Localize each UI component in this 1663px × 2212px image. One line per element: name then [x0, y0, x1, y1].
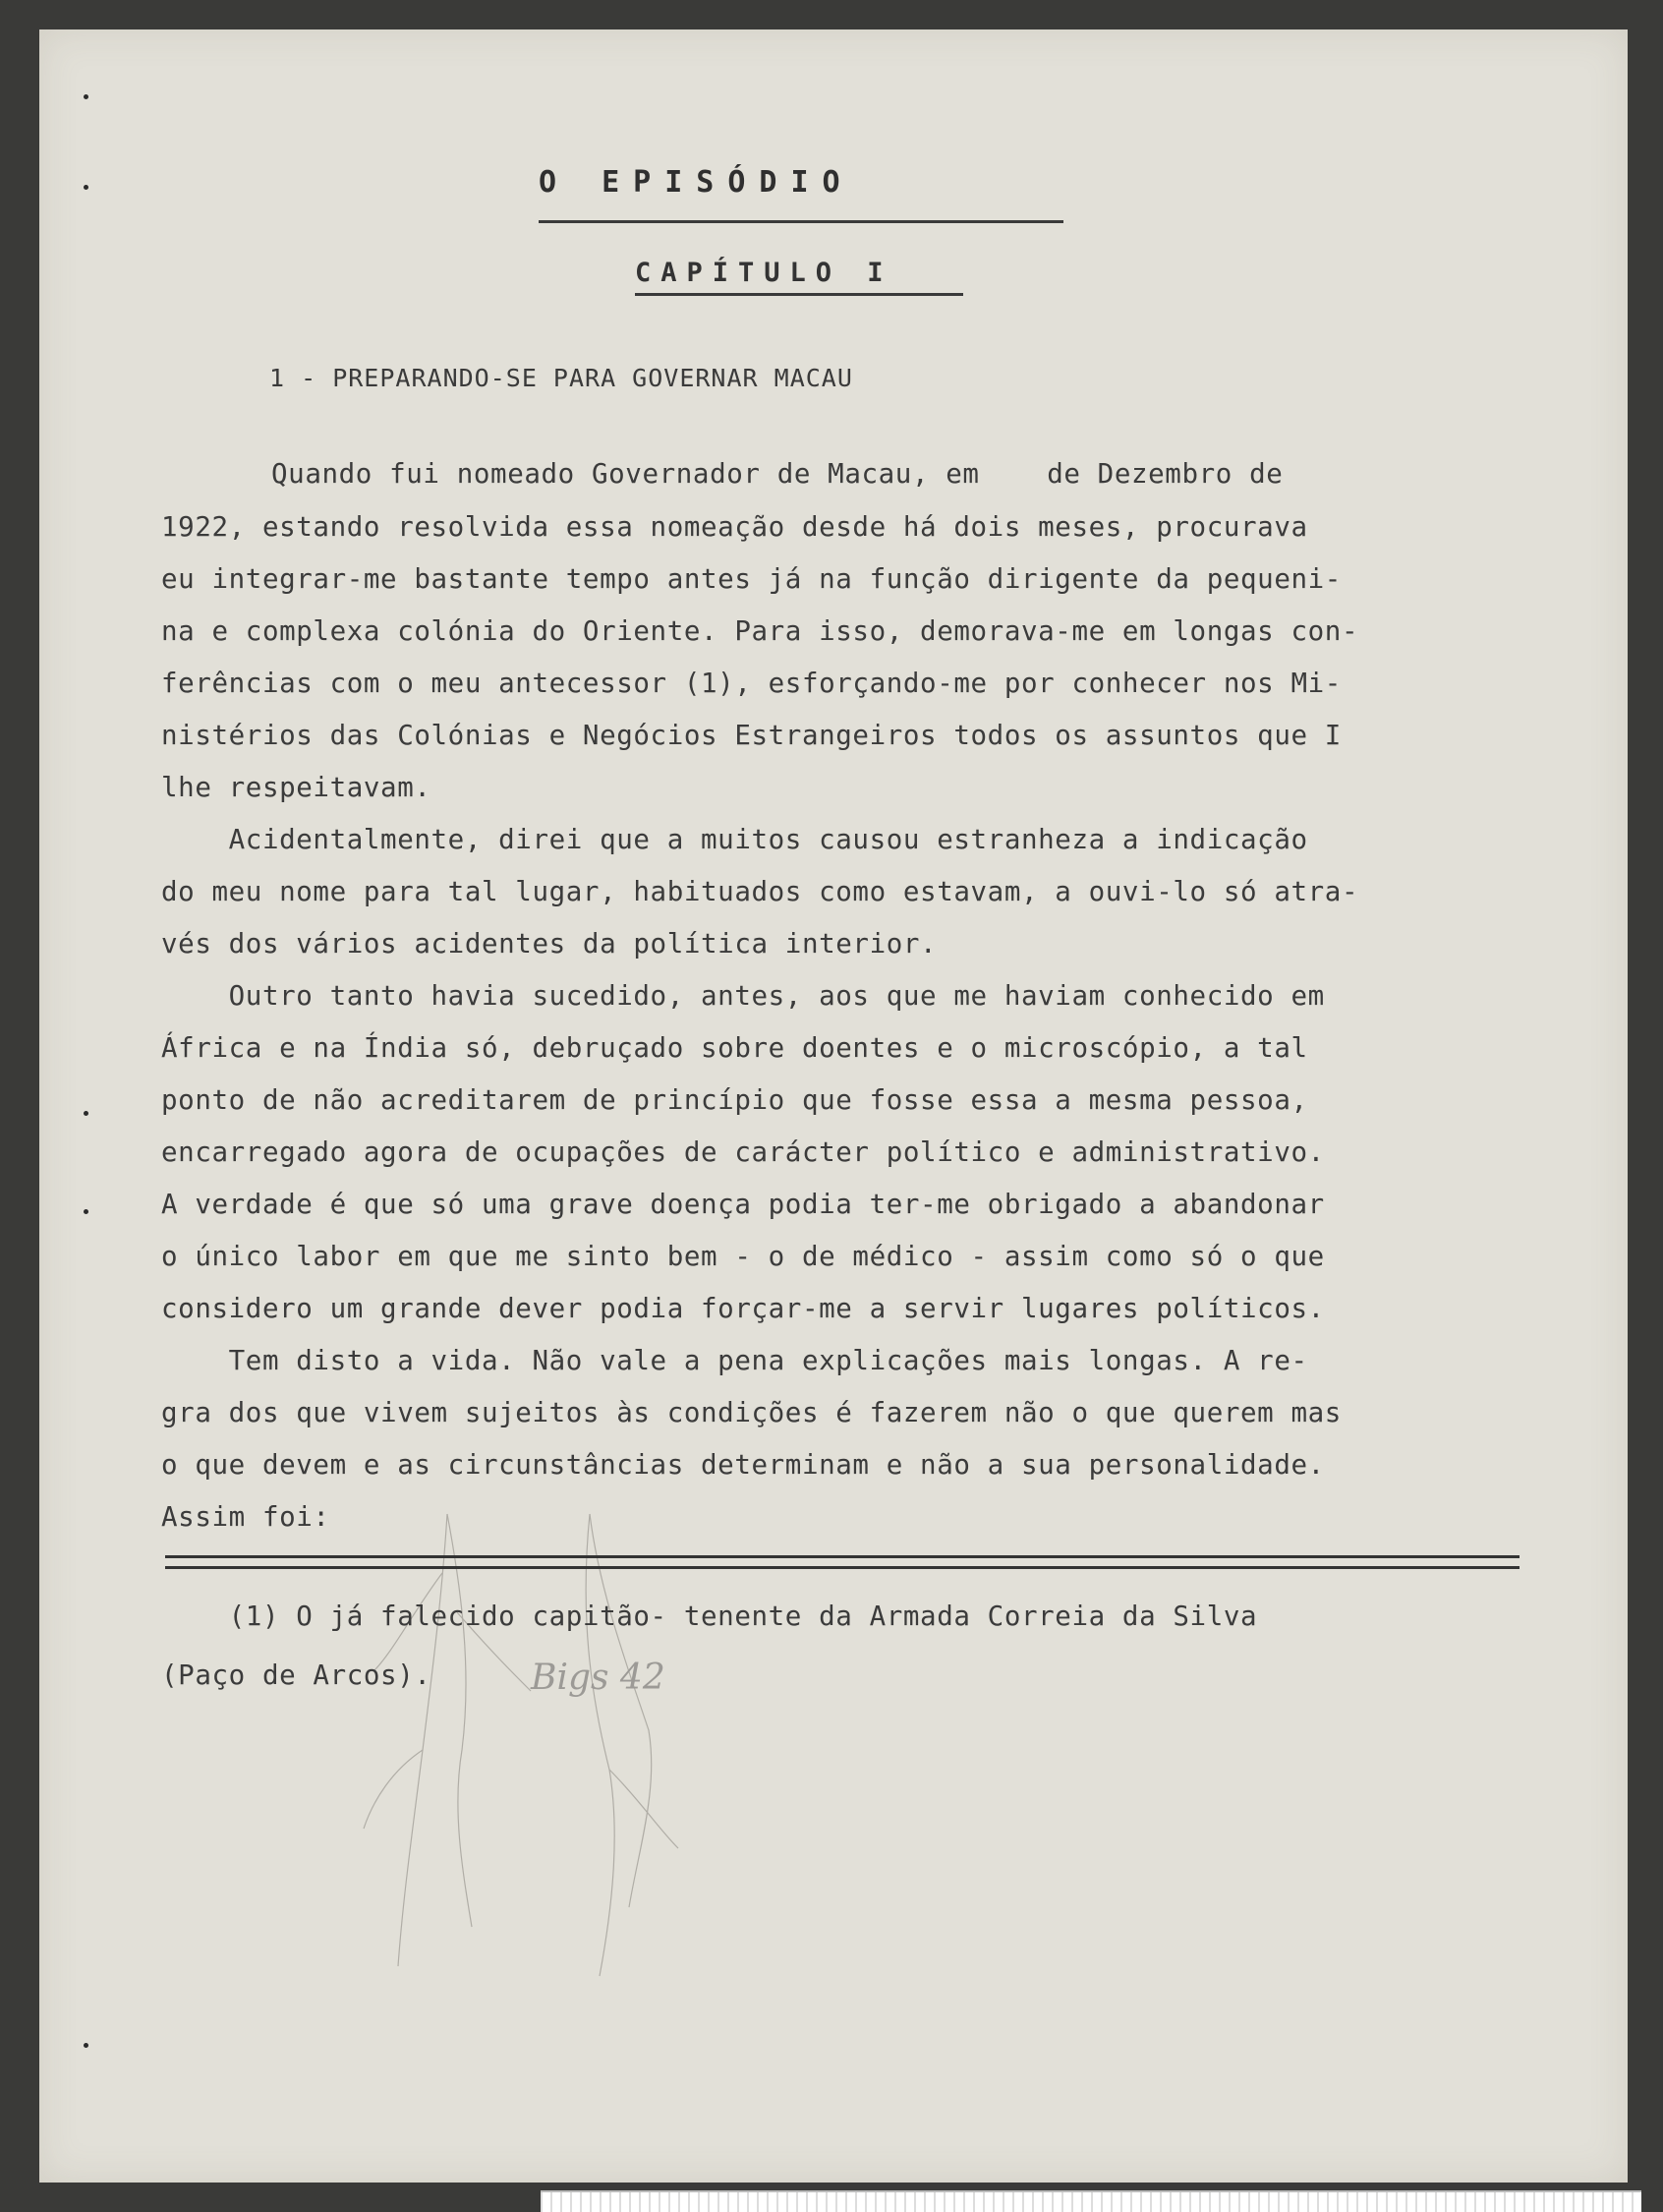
footnote-separator: [165, 1555, 1520, 1569]
body-line: A verdade é que só uma grave doença podia ter-me obrigado a abandonar: [161, 1189, 1325, 1220]
body-line: Acidentalmente, direi que a muitos causou estranheza a indicação: [161, 824, 1308, 855]
edge-mark: [84, 1111, 88, 1116]
footnote-line: (1) O já falecido capitão- tenente da Armada Correia da Silva: [161, 1601, 1258, 1632]
body-line: 1922, estando resolvida essa nomeação desde há dois meses, procurava: [161, 511, 1308, 543]
scale-ruler: [541, 2190, 1641, 2212]
body-line: considero um grande dever podia forçar-me a servir lugares políticos.: [161, 1293, 1325, 1324]
edge-mark: [84, 2043, 88, 2048]
subtitle-underline: [635, 293, 963, 296]
body-line: Assim foi:: [161, 1501, 330, 1533]
body-line: o único labor em que me sinto bem - o de médico - assim como só o que: [161, 1241, 1325, 1272]
edge-mark: [84, 1209, 88, 1214]
edge-mark: [84, 94, 88, 99]
body-line: nistérios das Colónias e Negócios Estrangeiros todos os assuntos que I: [161, 720, 1342, 751]
body-line: Quando fui nomeado Governador de Macau, em de Dezembro de: [271, 458, 1284, 490]
body-line: vés dos vários acidentes da política interior.: [161, 928, 938, 960]
body-line: Tem disto a vida. Não vale a pena explicações mais longas. A re-: [161, 1345, 1308, 1376]
body-line: na e complexa colónia do Oriente. Para isso, demorava-me em longas con-: [161, 615, 1359, 647]
pencil-annotation: Bigs 42: [531, 1658, 665, 1698]
body-line: ferências com o meu antecessor (1), esforçando-me por conhecer nos Mi-: [161, 668, 1342, 699]
body-line: eu integrar-me bastante tempo antes já na função dirigente da pequeni-: [161, 563, 1342, 595]
document-title: O EPISÓDIO: [539, 165, 854, 200]
body-line: o que devem e as circunstâncias determinam e não a sua personalidade.: [161, 1449, 1325, 1481]
body-line: Outro tanto havia sucedido, antes, aos que me haviam conhecido em: [161, 980, 1325, 1012]
body-line: encarregado agora de ocupações de carácter político e administrativo.: [161, 1136, 1325, 1168]
edge-mark: [84, 185, 88, 190]
chapter-subtitle: CAPÍTULO I: [635, 258, 893, 288]
section-heading: 1 - PREPARANDO-SE PARA GOVERNAR MACAU: [269, 364, 853, 392]
body-line: África e na Índia só, debruçado sobre doentes e o microscópio, a tal: [161, 1032, 1308, 1064]
body-line: lhe respeitavam.: [161, 772, 431, 803]
body-line: gra dos que vivem sujeitos às condições é fazerem não o que querem mas: [161, 1397, 1342, 1428]
body-line: do meu nome para tal lugar, habituados como estavam, a ouvi-lo só atra-: [161, 876, 1359, 907]
footnote-line: (Paço de Arcos).: [161, 1659, 431, 1691]
title-underline: [539, 220, 1063, 223]
body-line: ponto de não acreditarem de princípio que fosse essa a mesma pessoa,: [161, 1084, 1308, 1116]
